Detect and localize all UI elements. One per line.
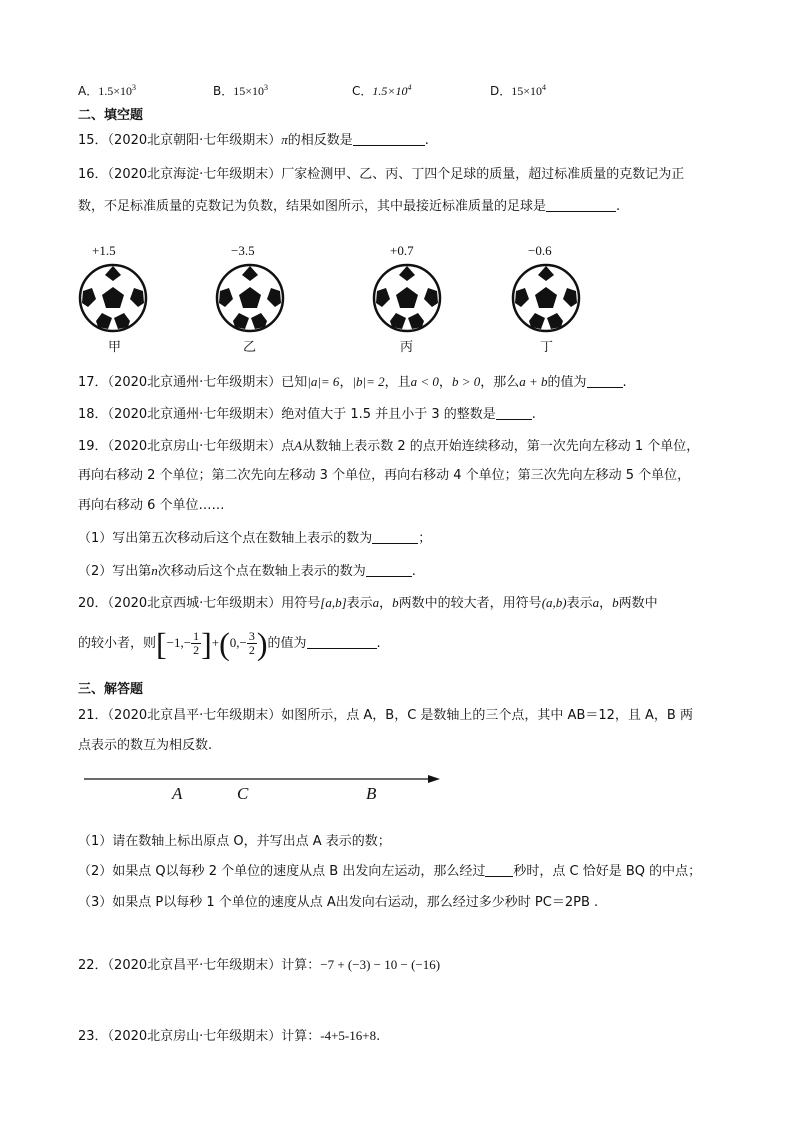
q17-expr: a + b	[519, 374, 548, 389]
q20-frac1-num: 1	[193, 629, 200, 643]
q21-sub2-text-b: 秒时，点 C 恰好是 BQ 的中点；	[513, 864, 702, 879]
ball-1-name: 甲	[108, 340, 122, 355]
question-20-line2	[78, 625, 381, 662]
question-18	[78, 405, 536, 425]
option-b-label: B．	[213, 84, 234, 98]
q17-cond1: a < 0	[410, 374, 439, 389]
option-a-base: 1.5×10	[98, 84, 132, 98]
q20-paren2-content: 0,−	[229, 635, 247, 650]
q17-end: .	[622, 375, 627, 390]
option-d-base: 15×10	[511, 84, 543, 98]
option-c-exp: 4	[407, 83, 412, 92]
q20-left-bracket-1: [	[156, 625, 167, 662]
ball-4-name: 丁	[540, 340, 554, 355]
ball-2-value: −3.5	[231, 243, 255, 258]
option-b-exp: 3	[264, 83, 269, 92]
q20-comma-2: ，	[599, 596, 613, 611]
q18-answer-blank	[496, 405, 532, 420]
option-d	[490, 82, 546, 99]
q20-value-text: 的值为	[267, 636, 307, 651]
question-19-line2: 再向右移动 2 个单位；第二次先向左移动 3 个单位，再向右移动 4 个单位；第三次先向左移动 5 个单位，	[78, 468, 691, 483]
q16-end: .	[616, 199, 621, 214]
q20-left-paren-2: (	[219, 625, 230, 662]
q22-expression: −7 + (−3) − 10 − (−16)	[320, 957, 441, 972]
option-a-exp: 3	[132, 83, 136, 92]
q17-mid: ，且	[384, 375, 411, 390]
q20-plus: +	[211, 635, 220, 650]
q20-text-a: 20．（2020北京西城·七年级期末）用符号	[78, 596, 321, 611]
question-19-line1	[78, 436, 699, 457]
question-20-line1	[78, 593, 658, 614]
option-c-label: C．	[352, 84, 373, 98]
q17-abs-b: |b|= 2	[352, 374, 385, 389]
football-4-icon	[511, 263, 581, 333]
q15-answer-blank	[353, 131, 425, 146]
q20-right-paren-2: )	[256, 625, 268, 662]
q20-text-e: 表示	[566, 596, 593, 611]
q20-end: .	[376, 636, 381, 651]
section-solve-heading: 三、解答题	[78, 682, 144, 697]
ball-4-value: −0.6	[528, 243, 552, 258]
question-16-line2	[78, 197, 620, 217]
q20-frac1-den: 2	[193, 643, 200, 657]
q19-sub2-rest: 次移动后这个点在数轴上表示的数为	[157, 564, 366, 579]
q15-end: .	[424, 133, 429, 148]
q19-sub2-pre: （2）写出第	[78, 564, 152, 579]
q23-expression: -4+5-16+8	[320, 1028, 377, 1043]
football-1-icon	[78, 263, 148, 333]
ball-1-value: +1.5	[92, 243, 116, 258]
ball-2-name: 乙	[243, 340, 257, 355]
q20-comma: ，	[379, 596, 393, 611]
number-line-label-b: B	[366, 784, 377, 803]
question-23	[78, 1026, 380, 1047]
q20-var-a: a	[372, 595, 380, 610]
option-b-base: 15×10	[233, 84, 265, 98]
q19-sub2-var: n	[151, 563, 158, 578]
q20-bracket1-content: −1,−	[166, 635, 192, 650]
q20-var-b-2: b	[612, 595, 619, 610]
q20-right-bracket-1: ]	[201, 625, 212, 662]
q15-prefix: 15．（2020北京朝阳·七年级期末）	[78, 133, 282, 148]
question-21-line2: 点表示的数互为相反数.	[78, 738, 213, 753]
q20-symbol-max: [a,b]	[320, 595, 347, 610]
q21-sub2-blank	[485, 862, 513, 877]
number-line-label-c: C	[237, 784, 249, 803]
q17-cond2: b > 0	[451, 374, 481, 389]
question-16-line1: 16．（2020北京海淀·七年级期末）厂家检测甲、乙、丙、丁四个足球的质量，超过标准质量的克数记为正	[78, 167, 685, 182]
option-a	[78, 82, 136, 99]
question-19-line3: 再向右移动 6 个单位……	[78, 498, 225, 513]
q19-sub1-text: （1）写出第五次移动后这个点在数轴上表示的数为	[78, 531, 373, 546]
q21-sub2-text-a: （2）如果点 Q以每秒 2 个单位的速度从点 B 出发向左运动，那么经过	[78, 864, 486, 879]
option-d-label: D．	[490, 84, 512, 98]
question-22	[78, 955, 440, 976]
question-21-sub2	[78, 862, 701, 882]
number-line	[84, 772, 440, 786]
q15-text: 的相反数是	[287, 133, 353, 148]
question-21-sub1: （1）请在数轴上标出原点 O，并写出点 A 表示的数；	[78, 834, 391, 849]
ball-3-value: +0.7	[390, 243, 414, 258]
q19-sub1-blank	[372, 529, 418, 544]
q17-sep2: ，	[438, 375, 452, 390]
q20-text-line2: 的较小者，则	[78, 636, 157, 651]
q19-sub1-end: ；	[418, 531, 432, 546]
number-line-label-a: A	[172, 784, 183, 803]
q20-text-f: 两数中	[618, 596, 658, 611]
option-a-label: A．	[78, 84, 99, 98]
q23-prefix: 23．（2020北京房山·七年级期末）计算：	[78, 1029, 321, 1044]
option-b	[213, 82, 268, 99]
q18-text: 18．（2020北京通州·七年级期末）绝对值大于 1.5 并且小于 3 的整数是	[78, 407, 496, 422]
q20-answer-blank	[307, 634, 377, 649]
question-15	[78, 130, 429, 151]
q15-pi: π	[281, 132, 288, 147]
q20-var-b: b	[392, 595, 399, 610]
question-17	[78, 372, 627, 393]
q20-fraction-1	[191, 630, 201, 657]
q16-answer-blank	[546, 197, 616, 212]
q17-rest: 的值为	[547, 375, 587, 390]
q16-text: 数，不足标准质量的克数记为负数，结果如图所示，其中最接近标准质量的足球是	[78, 199, 547, 214]
q19-prefix: 19．（2020北京房山·七年级期末）点	[78, 439, 295, 454]
q17-answer-blank	[587, 373, 623, 388]
q19-sub2-end: .	[411, 564, 416, 579]
q18-end: .	[531, 407, 536, 422]
question-19-sub2	[78, 561, 416, 582]
football-3-icon	[372, 263, 442, 333]
q17-abs-a: |a|= 6	[307, 374, 340, 389]
q17-sep1: ，	[339, 375, 353, 390]
q20-text-d: 两数中的较大者，用符号	[398, 596, 542, 611]
question-19-sub1	[78, 529, 431, 549]
section-fill-in-heading: 二、填空题	[78, 108, 144, 123]
q20-symbol-min: (a,b)	[541, 595, 567, 610]
q20-frac2-num: 3	[248, 629, 255, 643]
question-21-sub3: （3）如果点 P以每秒 1 个单位的速度从点 A出发向右运动，那么经过多少秒时 PC＝2PB .	[78, 895, 599, 910]
option-d-exp: 4	[542, 83, 547, 92]
q20-text-b: 表示	[346, 596, 373, 611]
q17-tail: ，那么	[480, 375, 520, 390]
q17-prefix: 17．（2020北京通州·七年级期末）已知	[78, 375, 308, 390]
q19-line1-rest: 从数轴上表示数 2 的点开始连续移动，第一次先向左移动 1 个单位，	[302, 439, 700, 454]
q20-var-a-2: a	[592, 595, 600, 610]
q19-sub2-blank	[366, 562, 412, 577]
q19-var: A	[294, 438, 303, 453]
q22-prefix: 22．（2020北京昌平·七年级期末）计算：	[78, 958, 321, 973]
q23-end: .	[376, 1029, 381, 1044]
option-c-base: 1.5×10	[372, 84, 408, 98]
q20-frac2-den: 2	[248, 643, 255, 657]
ball-3-name: 丙	[400, 340, 414, 355]
question-21-line1: 21．（2020北京昌平·七年级期末）如图所示，点 A，B，C 是数轴上的三个点，其中 AB＝12，且 A，B 两	[78, 708, 693, 723]
q20-fraction-2	[247, 630, 257, 657]
option-c	[352, 82, 412, 99]
football-2-icon	[215, 263, 285, 333]
